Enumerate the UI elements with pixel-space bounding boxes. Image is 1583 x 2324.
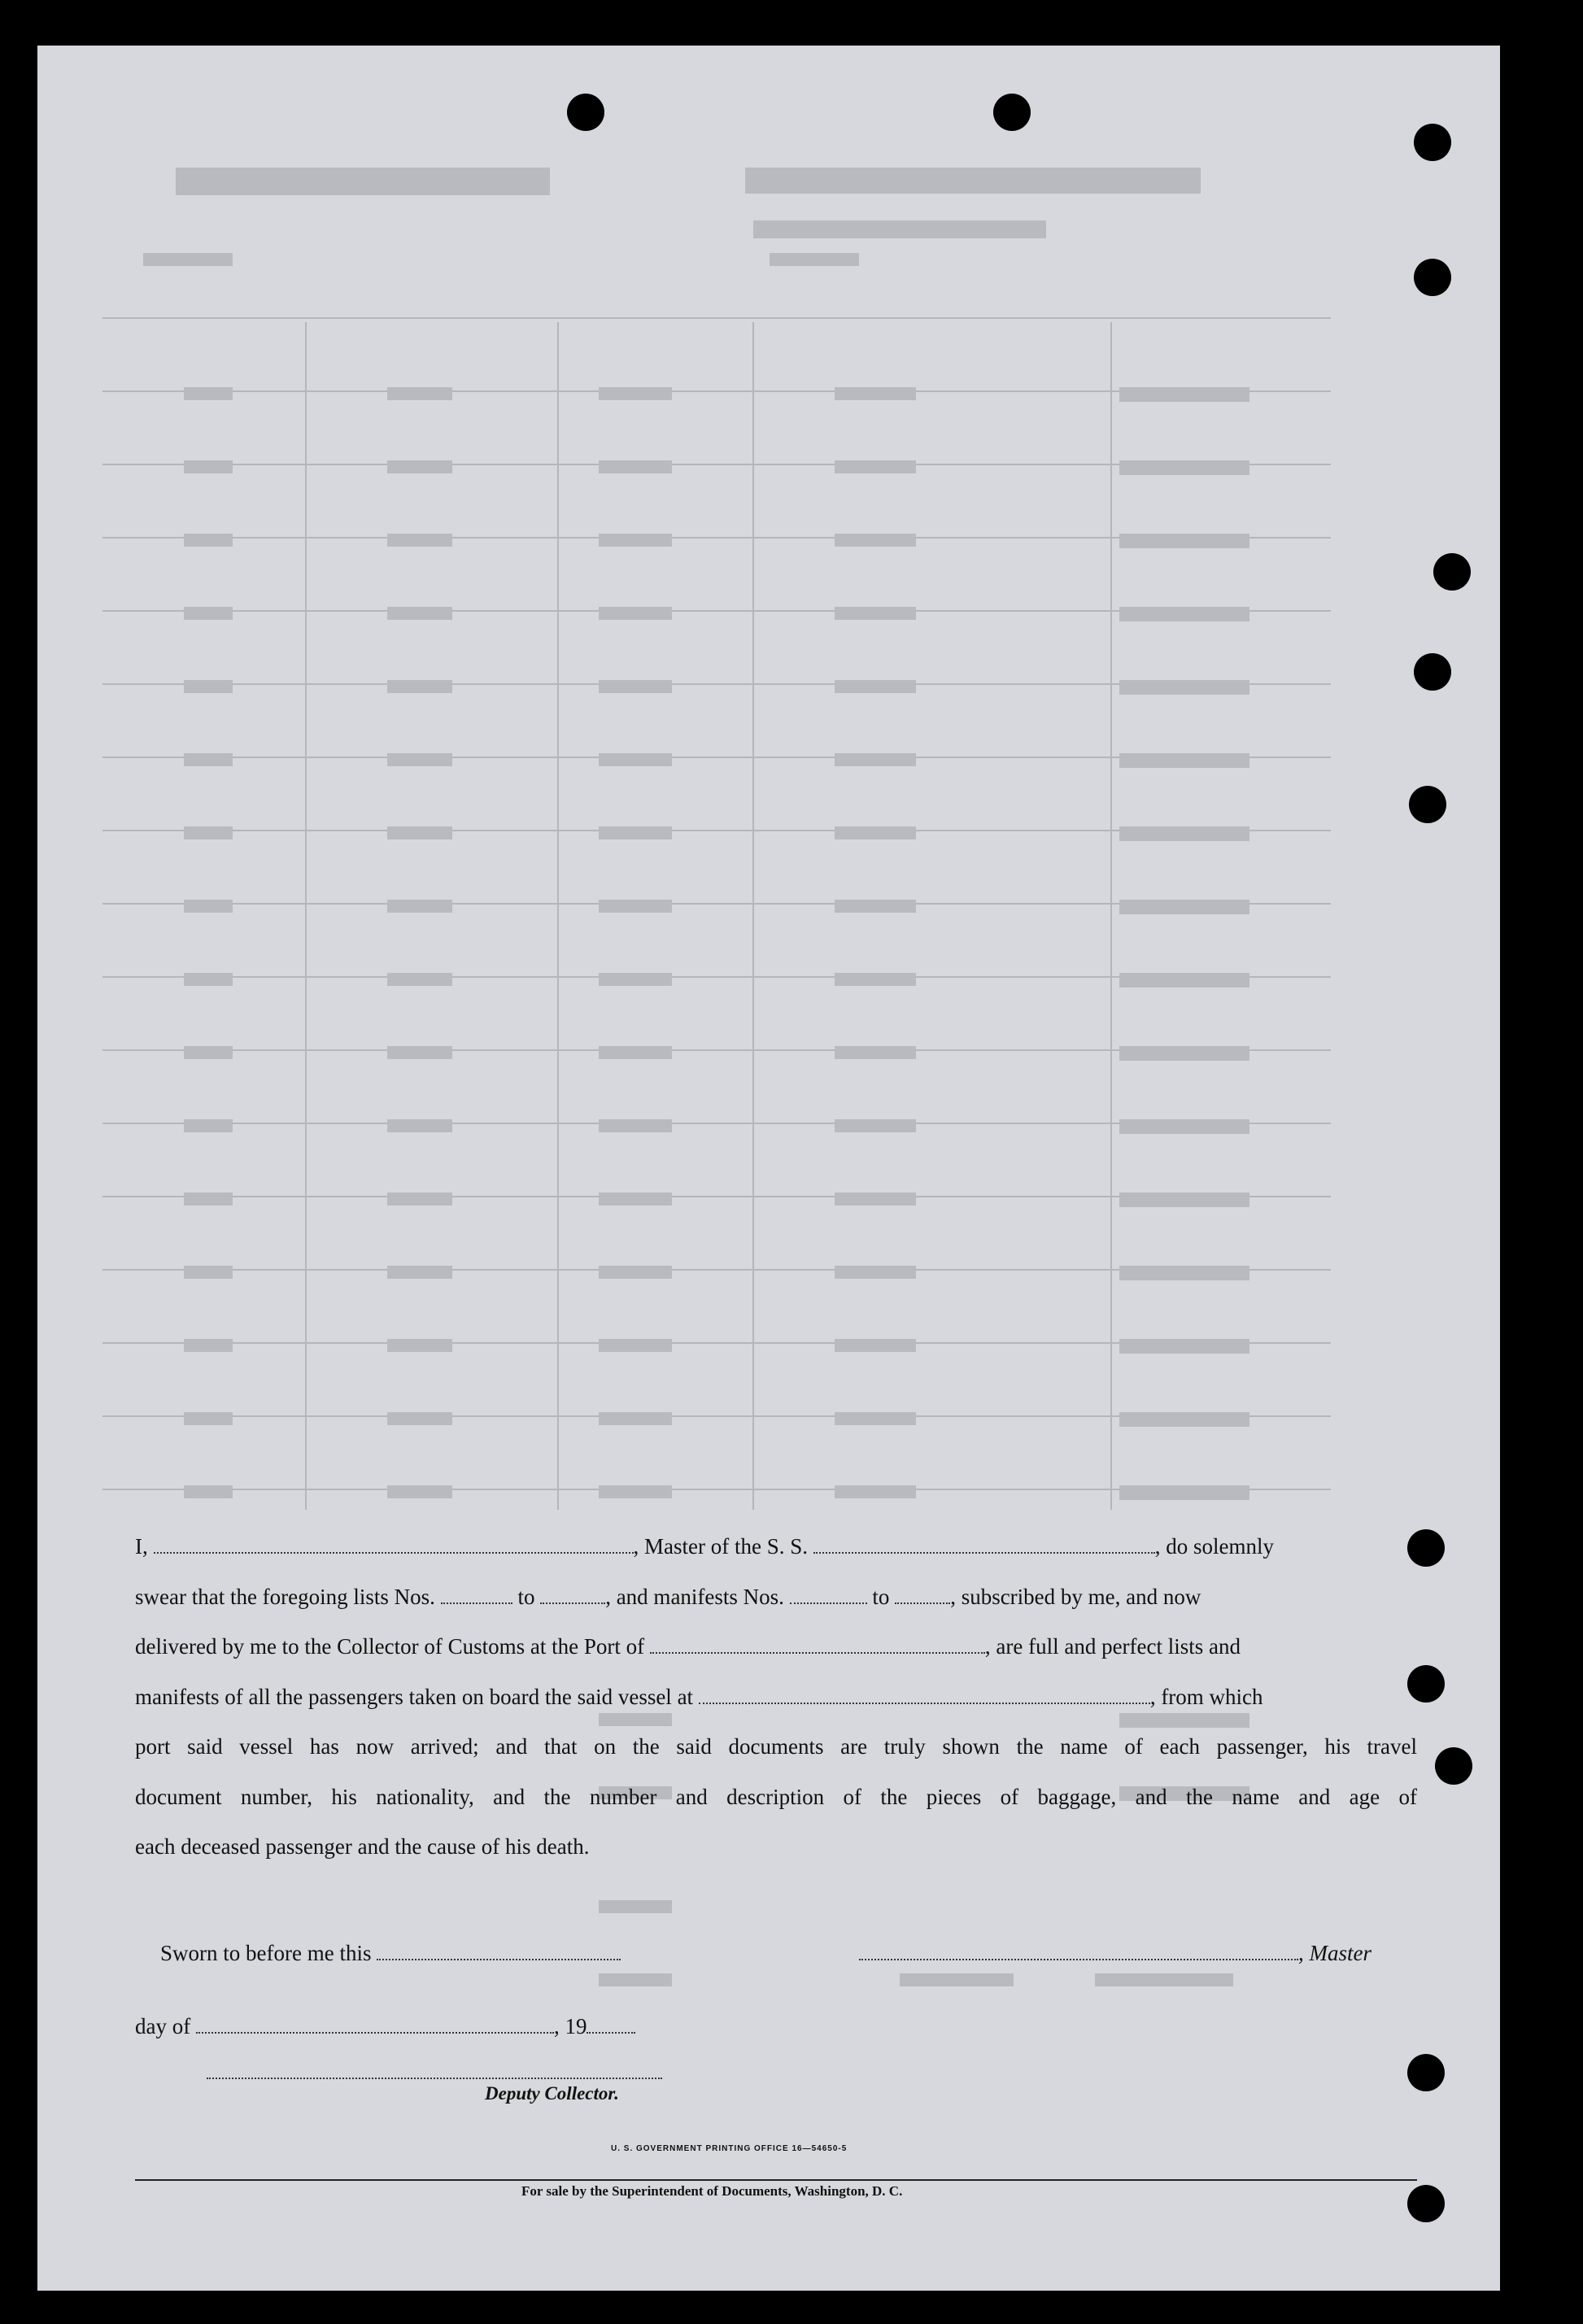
punch-hole [1414,653,1451,691]
footer-divider [135,2179,1417,2181]
oath-line-5: port said vessel has now arrived; and that on the said documents are truly shown the name of each passenger, his travel [135,1734,1417,1759]
ship-name-field[interactable] [813,1536,1155,1554]
oath-full-lists-label: , are full and perfect lists and [984,1634,1241,1659]
master-name-field[interactable] [154,1536,634,1554]
oath-manifests-to-label: to [872,1584,890,1609]
master-oath-text [135,1522,1417,1873]
deputy-collector-label: Deputy Collector. [485,2083,619,2104]
oath-solemnly-label: , do solemnly [1154,1534,1274,1559]
oath-i-label: I, [135,1534,148,1559]
oath-line-6: document number, his nationality, and the number and description of the pieces of baggage, and the name and age of [135,1784,1417,1809]
punch-hole [567,94,604,131]
year-prefix-label: , 19 [553,2014,587,2038]
oath-line-7: each deceased passenger and the cause of his death. [135,1834,590,1859]
for-sale-notice: For sale by the Superintendent of Documents, Washington, D. C. [521,2183,903,2199]
punch-hole [993,94,1031,131]
manifests-from-field[interactable] [790,1586,867,1604]
manifests-to-field[interactable] [895,1586,950,1604]
day-of-label: day of [135,2014,191,2038]
punch-hole [1407,1665,1445,1703]
punch-hole [1407,2185,1445,2222]
lists-to-field[interactable] [540,1586,605,1604]
port-of-departure-field[interactable] [699,1686,1150,1704]
sworn-label: Sworn to before me this [160,1941,372,1965]
port-of-arrival-field[interactable] [650,1636,985,1654]
oath-vessel-label: manifests of all the passengers taken on board the said vessel at [135,1684,694,1709]
oath-master-label: , Master of the S. S. [633,1534,808,1559]
lists-from-field[interactable] [441,1586,512,1604]
punch-hole [1414,259,1451,296]
sworn-date-field[interactable] [377,1942,621,1960]
oath-from-which-label: , from which [1149,1684,1263,1709]
deputy-signature-field[interactable] [207,2078,662,2079]
oath-lists-label: swear that the foregoing lists Nos. [135,1584,435,1609]
punch-hole [1435,1747,1472,1785]
oath-lists-to-label: to [517,1584,535,1609]
day-of-line [135,2014,635,2039]
oath-manifests-label: , and manifests Nos. [605,1584,784,1609]
year-field[interactable] [587,2016,635,2034]
punch-hole [1433,553,1471,591]
printing-office-imprint: U. S. GOVERNMENT PRINTING OFFICE 16—54650-5 [611,2144,848,2153]
manifest-page [37,46,1500,2291]
punch-hole [1407,1529,1445,1567]
oath-subscribed-label: , subscribed by me, and now [950,1584,1201,1609]
punch-hole [1407,2054,1445,2091]
punch-hole [1414,124,1451,161]
day-of-month-field[interactable] [196,2016,554,2034]
punch-hole [1409,786,1446,823]
sworn-before-me [160,1941,621,1966]
master-signature-label: , Master [1298,1941,1371,1965]
oath-port-label: delivered by me to the Collector of Customs at the Port of [135,1634,645,1659]
master-signature-field[interactable] [859,1942,1298,1960]
master-signature [859,1941,1371,1966]
